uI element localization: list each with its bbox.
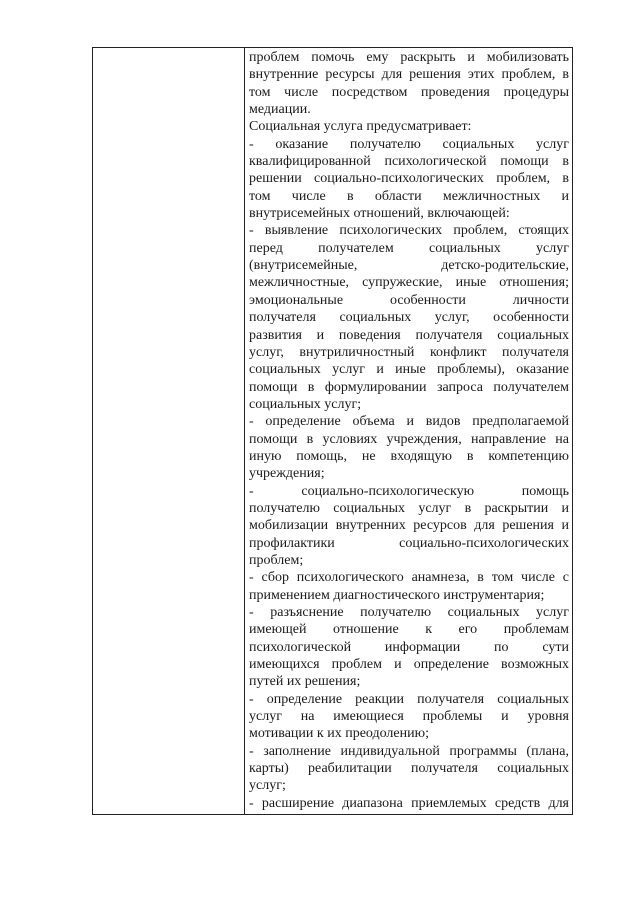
text-line: - определение реакции получателя социальных xyxy=(249,691,569,707)
text-line: применением диагностического инструментария; xyxy=(249,587,545,603)
text-line: мобилизации внутренних ресурсов для решения и xyxy=(249,518,569,534)
text-line: том числе в области межличностных и xyxy=(249,188,569,204)
text-line: психологической информации по сути xyxy=(249,639,569,655)
text-line: (внутрисемейные, детско-родительские, xyxy=(249,258,569,274)
text-line: - социально-психологическую помощь xyxy=(249,483,569,499)
text-line: внутрисемейных отношений, включающей: xyxy=(249,206,510,222)
text-line: услуг; xyxy=(249,778,286,794)
text-line: проблем; xyxy=(249,552,304,568)
text-line: внутренние ресурсы для решения этих проблем, в xyxy=(249,67,569,83)
text-line: путей их решения; xyxy=(249,674,361,690)
text-line: помощи в формулировании запроса получателем xyxy=(249,379,569,395)
text-line: имеющей отношение к его проблемам xyxy=(249,622,569,638)
text-line: мотивации к их преодолению; xyxy=(249,726,429,742)
text-line: учреждения; xyxy=(249,466,325,482)
text-line: иную помощь, не входящую в компетенцию xyxy=(249,448,569,464)
text-line: - сбор психологического анамнеза, в том числе с xyxy=(249,570,569,586)
text-line: карты) реабилитации получателя социальных xyxy=(249,761,569,777)
text-line: - выявление психологических проблем, стоящих xyxy=(249,223,569,239)
text-line: профилактики социально-психологических xyxy=(249,535,569,551)
text-line: - разъяснение получателю социальных услуг xyxy=(249,605,569,620)
text-line: эмоциональные особенности личности xyxy=(249,292,569,308)
text-line: - оказание получателю социальных услуг xyxy=(249,136,569,152)
service-table xyxy=(92,47,573,815)
text-line: получателю социальных услуг в раскрытии и xyxy=(249,500,569,516)
text-line: получателя социальных услуг, особенности xyxy=(249,310,569,326)
text-line: квалифицированной психологической помощи в xyxy=(249,154,569,170)
text-line: перед получателем социальных услуг xyxy=(249,240,569,256)
text-line: медиации. xyxy=(249,102,311,118)
text-line: - расширение диапазона приемлемых средств для xyxy=(249,795,569,811)
text-line: услуг, внутриличностный конфликт получателя xyxy=(249,344,569,360)
text-line: имеющихся проблем и определение возможных xyxy=(249,657,569,673)
table-left-cell xyxy=(93,48,244,814)
text-line: помощи в условиях учреждения, направление на xyxy=(249,431,569,447)
text-line: - заполнение индивидуальной программы (плана, xyxy=(249,743,569,759)
text-line: межличностные, супружеские, иные отношения; xyxy=(249,275,569,291)
table-right-cell xyxy=(245,48,572,814)
text-line: услуг на имеющиеся проблемы и уровня xyxy=(249,709,569,725)
text-line: том числе посредством проведения процедуры xyxy=(249,84,569,100)
text-line: - определение объема и видов предполагаемой xyxy=(249,414,569,430)
text-line: социальных услуг и иные проблемы), оказание xyxy=(249,362,569,378)
text-line: развития и поведения получателя социальных xyxy=(249,327,569,343)
text-line: проблем помочь ему раскрыть и мобилизовать xyxy=(249,50,569,65)
text-line: решении социально-психологических проблем, в xyxy=(249,171,569,187)
text-line: Социальная услуга предусматривает: xyxy=(249,119,472,135)
text-line: социальных услуг; xyxy=(249,396,362,412)
